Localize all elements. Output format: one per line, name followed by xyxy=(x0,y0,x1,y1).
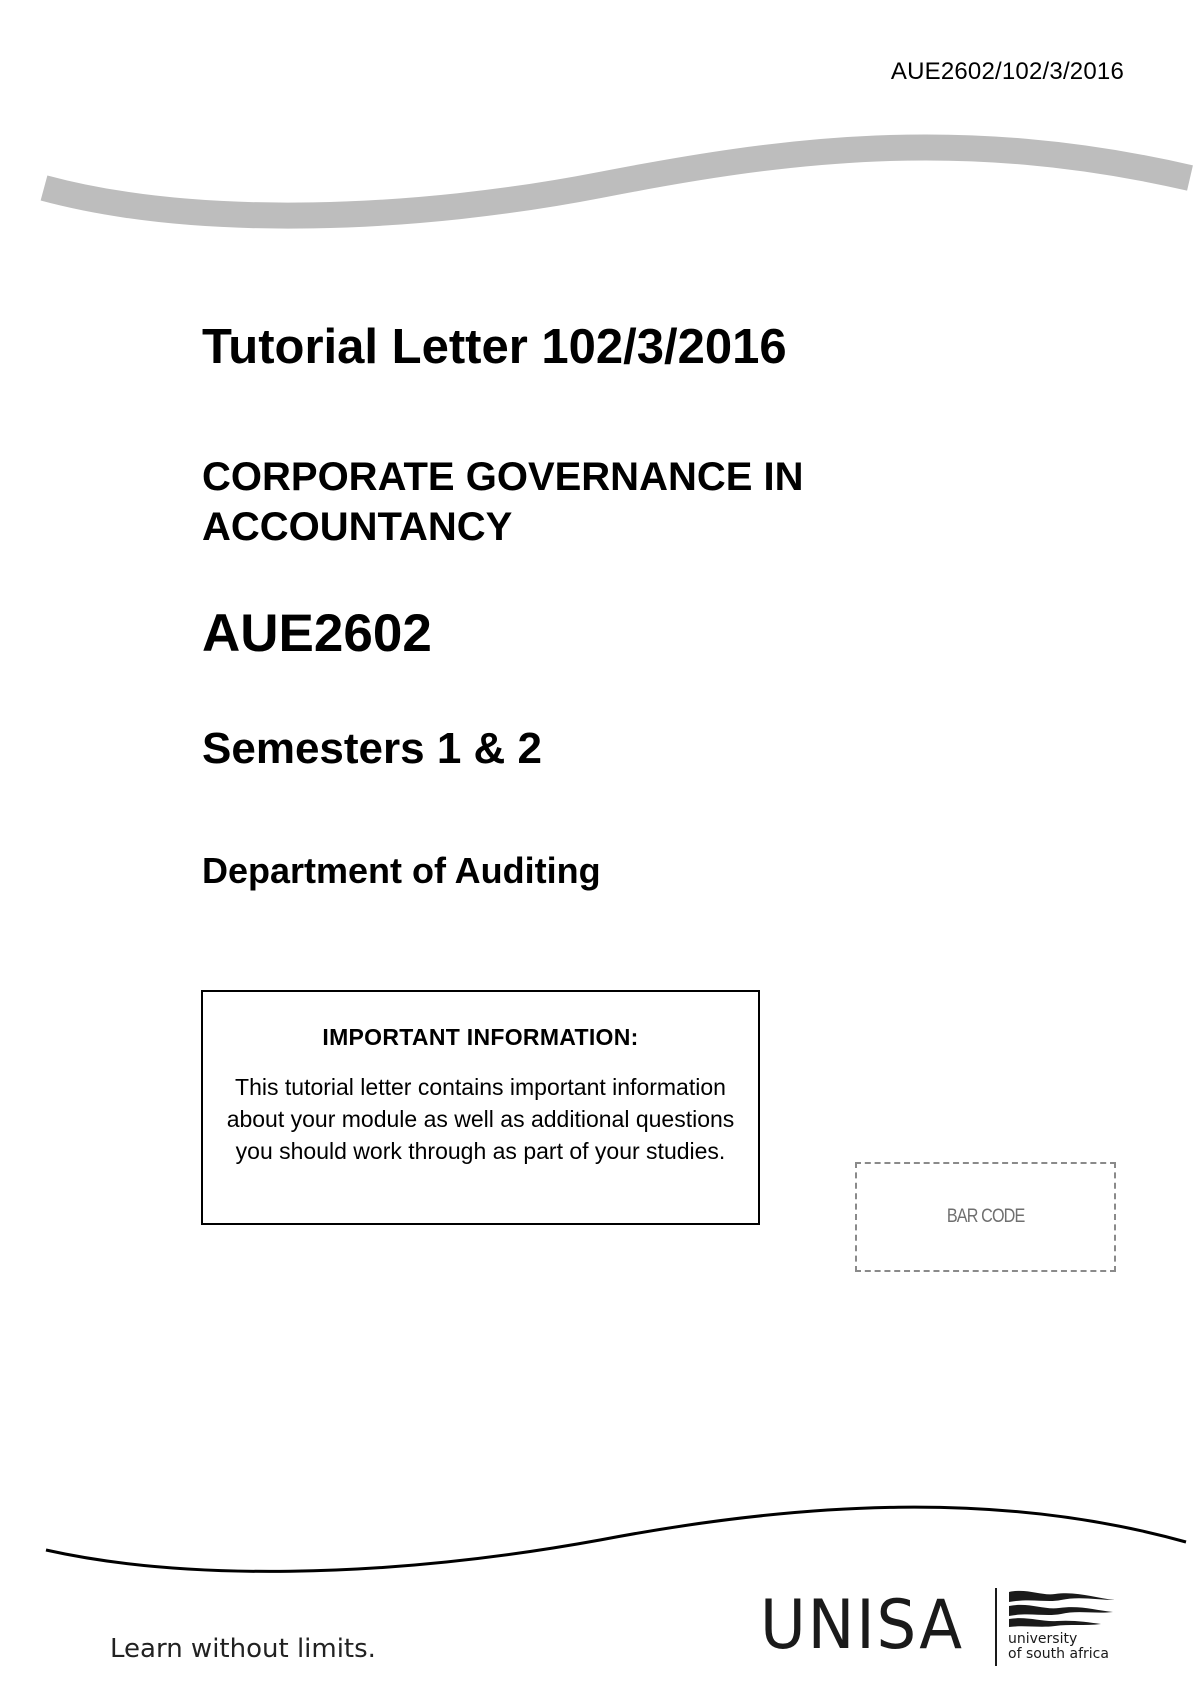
bottom-decorative-wave xyxy=(0,1480,1200,1580)
module-subject-line-1: CORPORATE GOVERNANCE IN xyxy=(202,455,804,499)
unisa-flag-icon xyxy=(1007,1588,1117,1628)
unisa-logo xyxy=(760,1588,1120,1672)
department-label: Department of Auditing xyxy=(202,850,601,891)
important-information-box xyxy=(201,990,760,1225)
module-subject-line-2: ACCOUNTANCY xyxy=(202,505,513,549)
important-information-text: This tutorial letter contains important information about your module as well as additional questions you should work through as part of your studies. xyxy=(226,1074,735,1164)
module-subject xyxy=(202,452,962,552)
unisa-logo-subtitle xyxy=(1008,1632,1109,1662)
document-code: AUE2602/102/3/2016 xyxy=(890,58,1124,85)
top-decorative-wave xyxy=(0,110,1200,250)
module-code: AUE2602 xyxy=(202,604,432,663)
unisa-wordmark: UNISA xyxy=(760,1586,964,1665)
logo-sub-line-2: of south africa xyxy=(1008,1646,1109,1662)
logo-divider xyxy=(995,1588,997,1666)
barcode-placeholder xyxy=(855,1162,1116,1272)
tutorial-letter-title: Tutorial Letter 102/3/2016 xyxy=(202,320,787,374)
important-information-heading: IMPORTANT INFORMATION: xyxy=(322,1024,639,1050)
logo-sub-line-1: university xyxy=(1008,1631,1078,1647)
unisa-tagline: Learn without limits. xyxy=(110,1634,376,1664)
barcode-label: BAR CODE xyxy=(946,1206,1025,1227)
semesters-label: Semesters 1 & 2 xyxy=(202,724,542,773)
